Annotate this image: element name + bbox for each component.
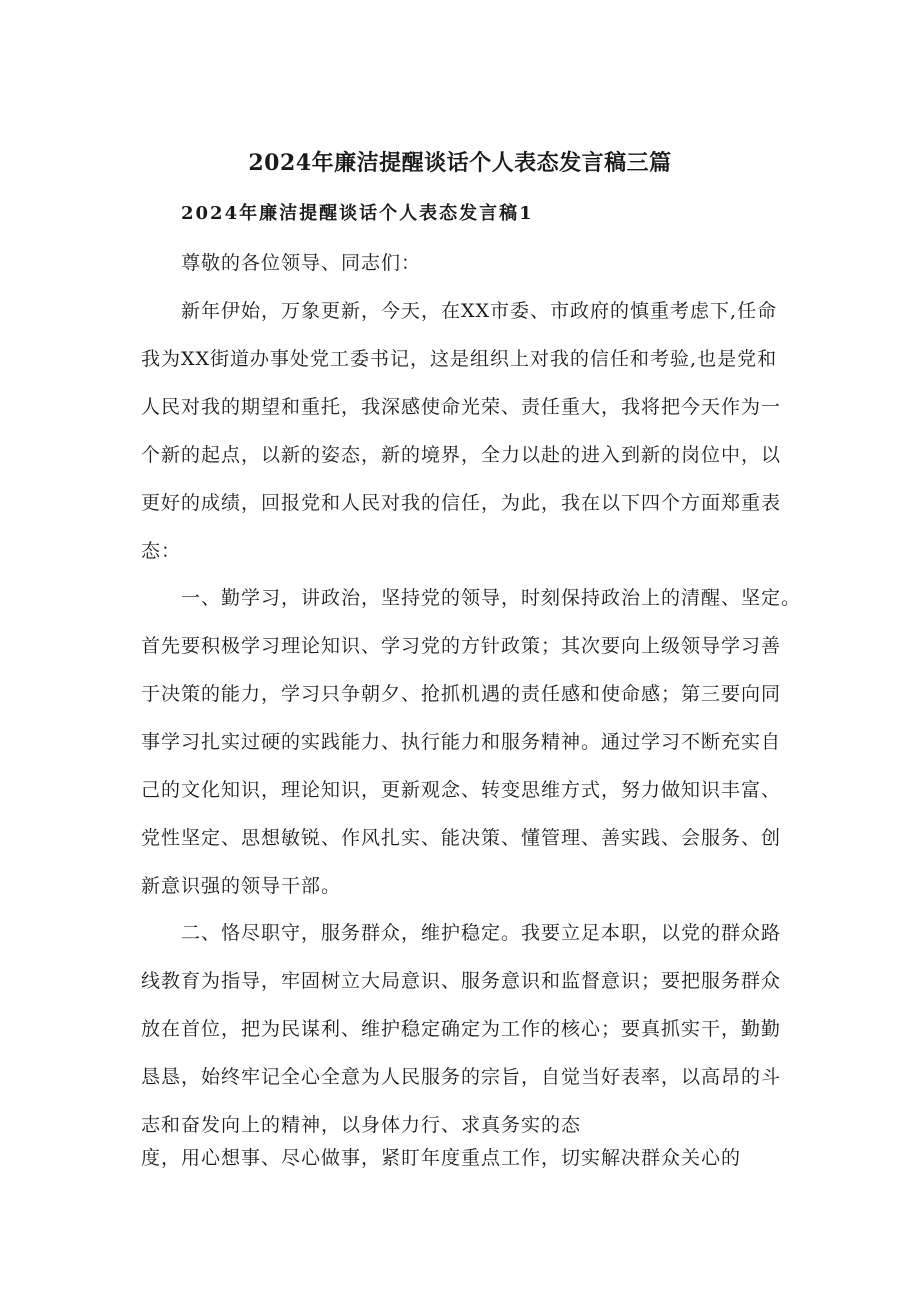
paragraph-line: 人民对我的期望和重托，我深感使命光荣、责任重大，我将把今天作为一: [141, 396, 782, 418]
paragraph-line: 放在首位，把为民谋利、维护稳定确定为工作的核心；要真抓实干，勤勤: [141, 1018, 782, 1040]
paragraph-line: 线教育为指导，牢固树立大局意识、服务意识和监督意识；要把服务群众: [141, 970, 782, 992]
paragraph-line: 一、勤学习，讲政治，坚持党的领导，时刻保持政治上的清醒、坚定。: [181, 587, 802, 609]
paragraph-line: 态：: [141, 540, 182, 562]
section-subtitle: 2024年廉洁提醒谈话个人表态发言稿1: [181, 203, 534, 224]
paragraph-line: 二、恪尽职守，服务群众，维护稳定。我要立足本职，以党的群众路: [181, 922, 782, 944]
paragraph-line: 党性坚定、思想敏锐、作风扎实、能决策、懂管理、善实践、会服务、创: [141, 827, 782, 849]
paragraph-line: 新年伊始，万象更新，今天，在XX市委、市政府的慎重考虑下,任命: [181, 300, 778, 322]
paragraph-line: 首先要积极学习理论知识、学习党的方针政策；其次要向上级领导学习善: [141, 635, 782, 657]
paragraph-line: 度，用心想事、尽心做事，紧盯年度重点工作，切实解决群众关心的: [141, 1147, 742, 1169]
paragraph-line: 己的文化知识，理论知识，更新观念、转变思维方式，努力做知识丰富、: [141, 779, 782, 801]
paragraph-line: 于决策的能力，学习只争朝夕、抢抓机遇的责任感和使命感；第三要向同: [141, 683, 782, 705]
paragraph-line: 事学习扎实过硬的实践能力、执行能力和服务精神。通过学习不断充实自: [141, 731, 782, 753]
paragraph-line: 恳恳，始终牢记全心全意为人民服务的宗旨，自觉当好表率，以高昂的斗: [141, 1066, 782, 1088]
document-title: 2024年廉洁提醒谈话个人表态发言稿三篇: [248, 150, 672, 176]
paragraph-line: 个新的起点，以新的姿态，新的境界，全力以赴的进入到新的岗位中，以: [141, 444, 782, 466]
paragraph-line: 志和奋发向上的精神，以身体力行、求真务实的态: [141, 1114, 582, 1136]
paragraph-line: 我为XX街道办事处党工委书记，这是组织上对我的信任和考验,也是党和: [141, 348, 778, 370]
salutation: 尊敬的各位领导、同志们：: [181, 252, 422, 274]
paragraph-line: 新意识强的领导干部。: [141, 875, 342, 897]
paragraph-line: 更好的成绩，回报党和人民对我的信任，为此，我在以下四个方面郑重表: [141, 492, 782, 514]
